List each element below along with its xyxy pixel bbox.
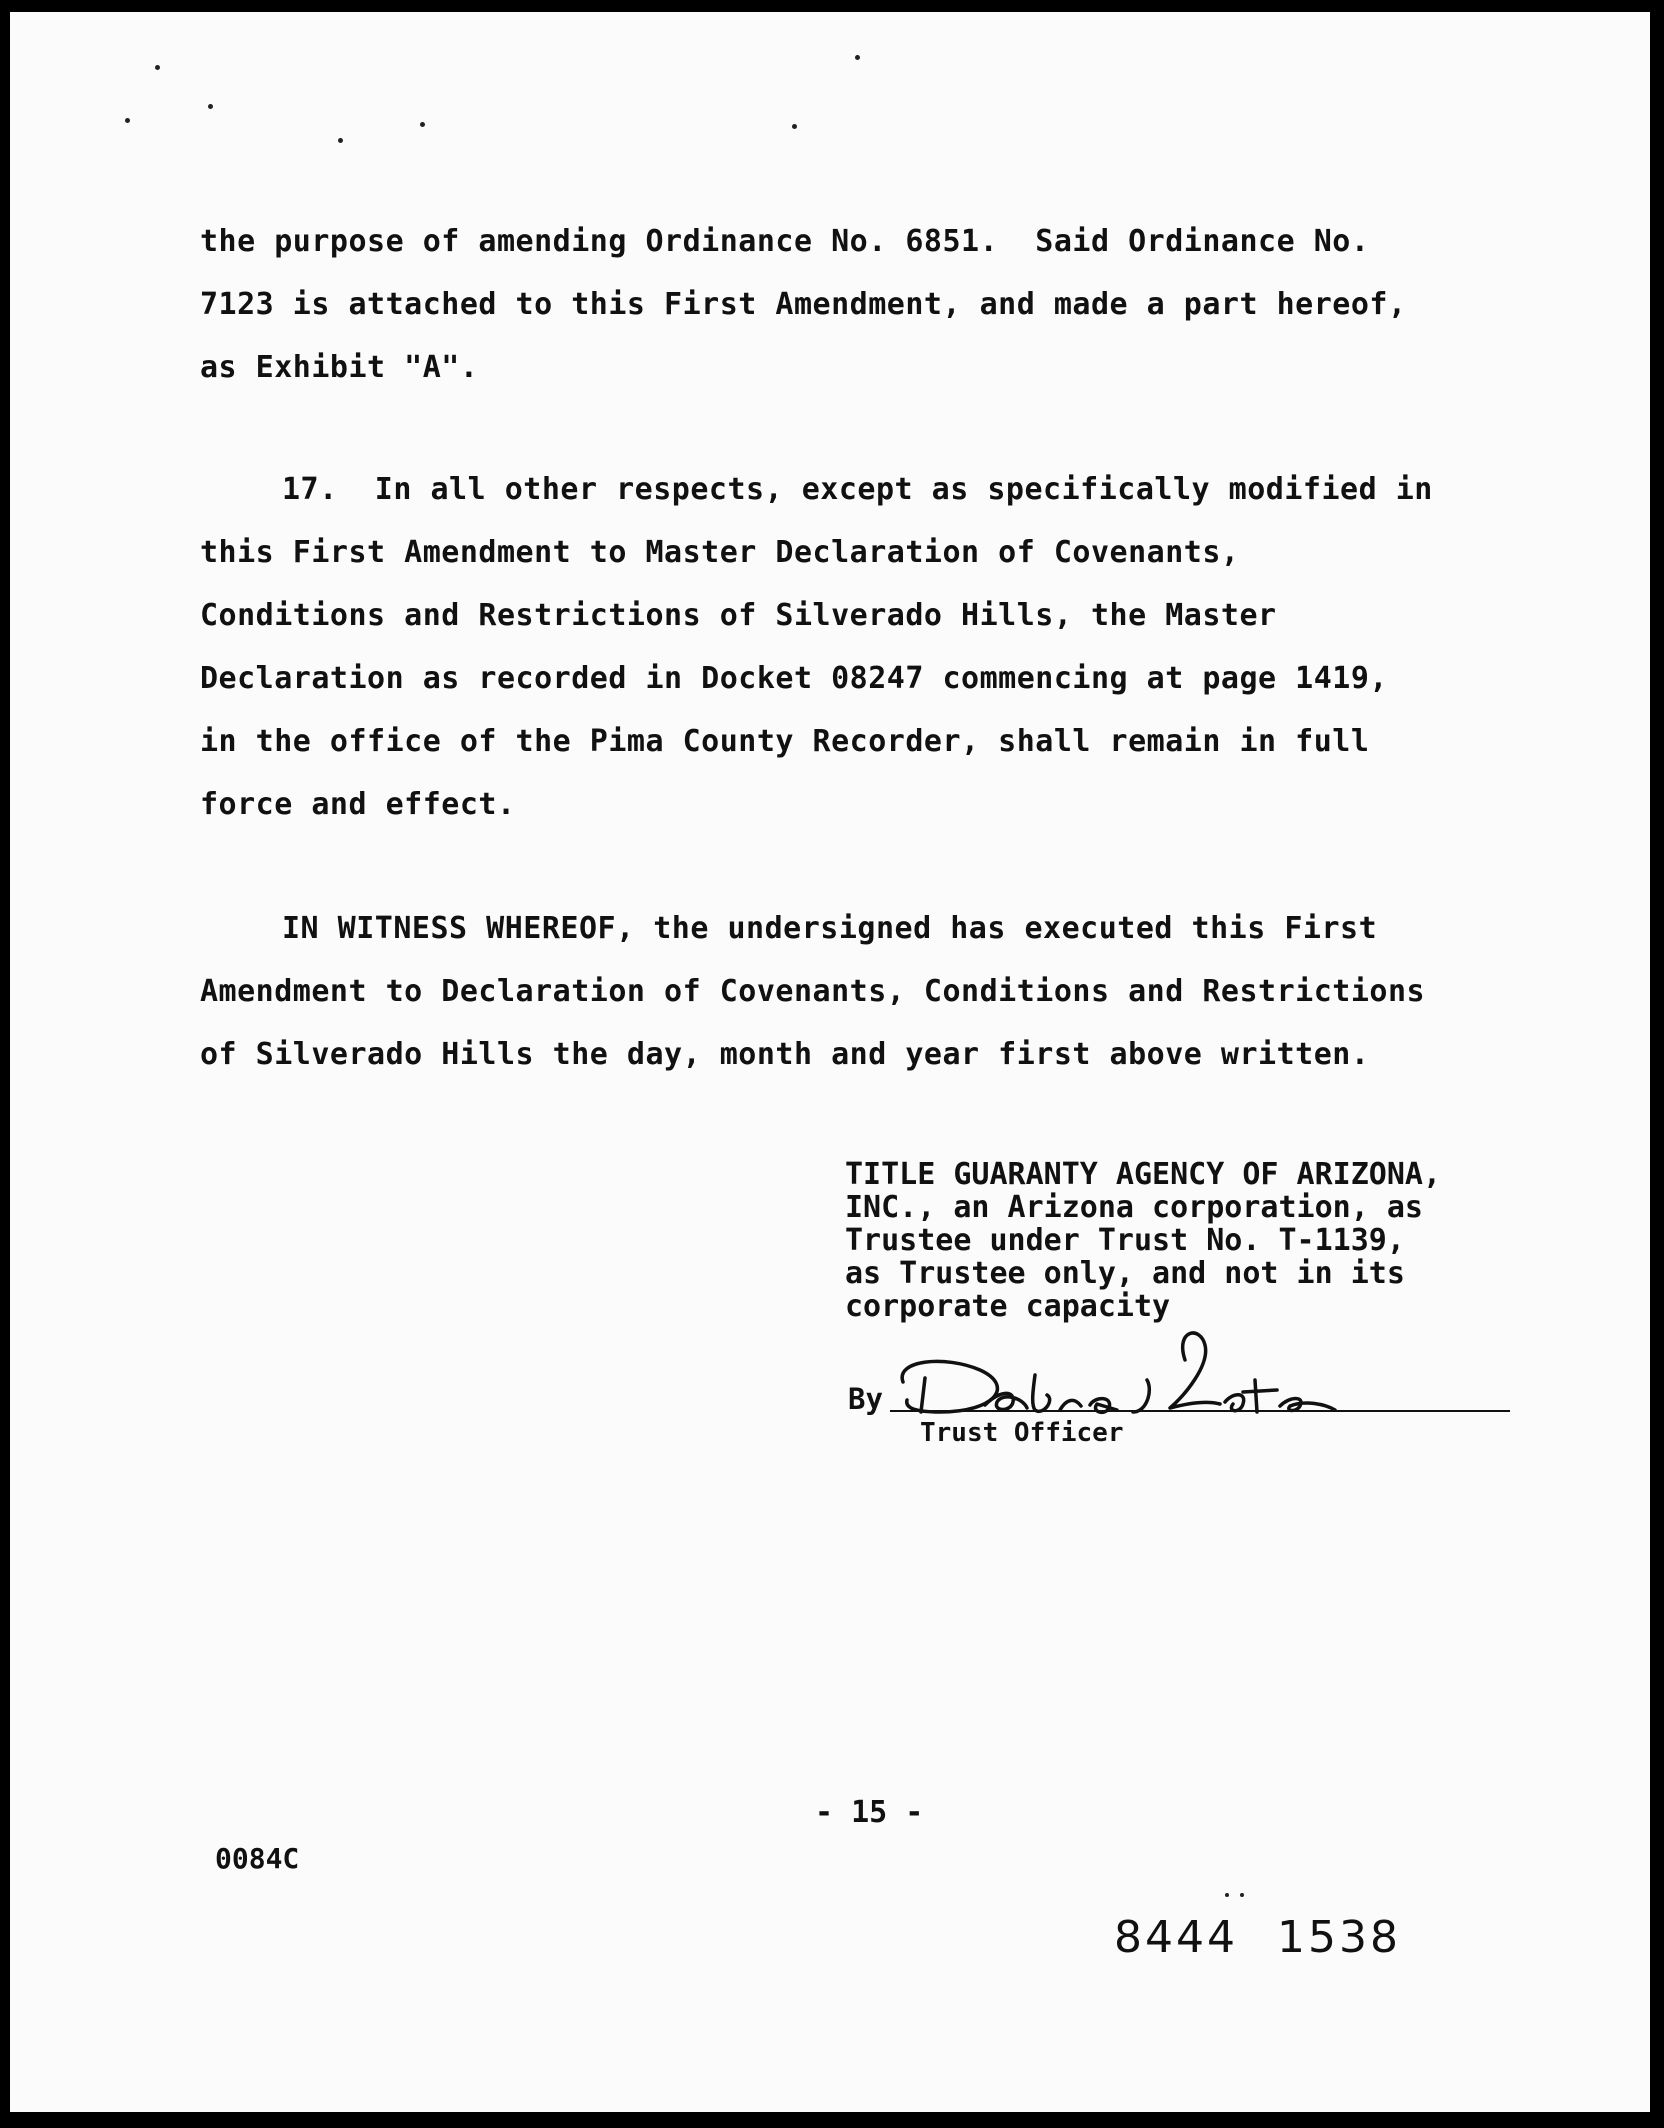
paragraph-line: the purpose of amending Ordinance No. 6851. Said Ordinance No. xyxy=(200,224,1370,259)
paragraph-line: in the office of the Pima County Recorder, shall remain in full xyxy=(200,724,1370,759)
paragraph-line: IN WITNESS WHEREOF, the undersigned has executed this First xyxy=(282,911,1378,946)
section-17-paragraph xyxy=(200,458,1520,836)
scan-speck xyxy=(338,138,343,143)
scan-speck xyxy=(208,104,213,109)
paragraph-line: Conditions and Restrictions of Silverado Hills, the Master xyxy=(200,598,1277,633)
page-number: - 15 - xyxy=(815,1795,924,1830)
signer-title: Trust Officer xyxy=(920,1418,1124,1448)
scan-speck xyxy=(792,124,797,129)
paragraph-line: this First Amendment to Master Declaration of Covenants, xyxy=(200,535,1240,570)
paragraph-line: of Silverado Hills the day, month and year first above written. xyxy=(200,1037,1370,1072)
witness-paragraph xyxy=(200,897,1520,1086)
signature-block-line: Trustee under Trust No. T-1139, xyxy=(845,1223,1405,1258)
paragraph-line: force and effect. xyxy=(200,787,516,822)
signature-block-line: corporate capacity xyxy=(845,1289,1171,1324)
signature-block-line: INC., an Arizona corporation, as xyxy=(845,1190,1423,1225)
by-label: By xyxy=(848,1382,883,1416)
paragraph-line: 7123 is attached to this First Amendment, and made a part hereof, xyxy=(200,287,1407,322)
trustee-signature-block xyxy=(845,1158,1525,1323)
continuation-paragraph xyxy=(200,210,1520,399)
signature-line xyxy=(890,1410,1510,1412)
paragraph-line: Amendment to Declaration of Covenants, Conditions and Restrictions xyxy=(200,974,1426,1009)
paragraph-line: Declaration as recorded in Docket 08247 commencing at page 1419, xyxy=(200,661,1388,696)
scan-speck xyxy=(155,65,160,70)
scan-speck xyxy=(855,55,860,60)
document-code: 0084C xyxy=(215,1842,300,1875)
recording-number: 8444 1538 xyxy=(1114,1912,1401,1963)
scan-speck xyxy=(1240,1893,1244,1897)
signature-block-line: TITLE GUARANTY AGENCY OF ARIZONA, xyxy=(845,1157,1442,1192)
handwritten-signature xyxy=(885,1320,1385,1420)
scan-speck xyxy=(125,118,130,123)
paragraph-line: as Exhibit "A". xyxy=(200,350,479,385)
signature-block-line: as Trustee only, and not in its xyxy=(845,1256,1405,1291)
paragraph-line: 17. In all other respects, except as specifically modified in xyxy=(282,472,1433,507)
scan-speck xyxy=(420,122,425,127)
scan-speck xyxy=(1225,1893,1229,1897)
